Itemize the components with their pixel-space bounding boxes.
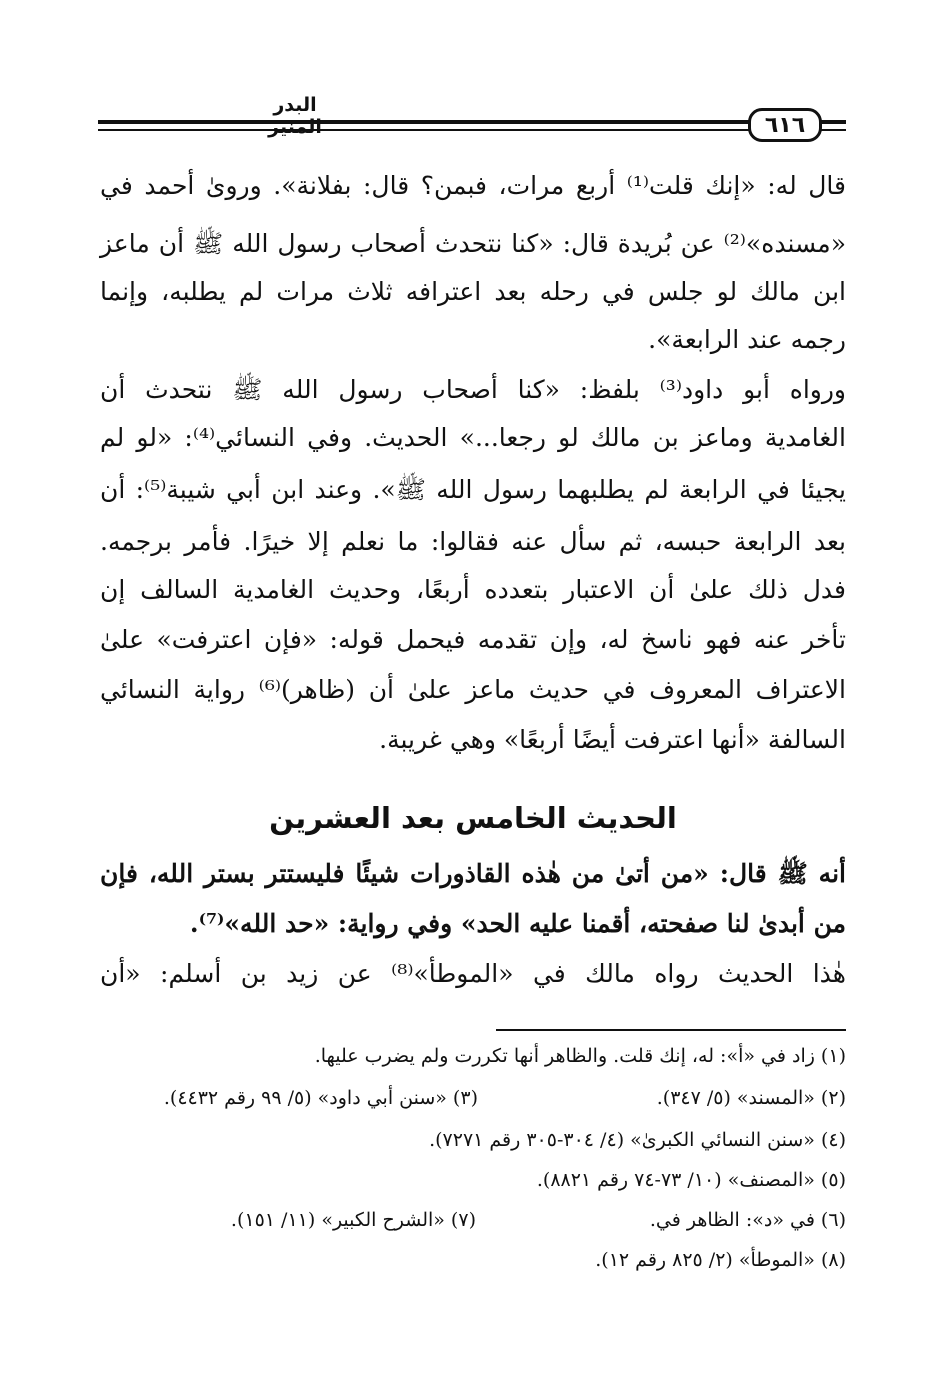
body-line: الاعتراف المعروف في حديث ماعز علىٰ أن (ظاهر)⁽⁶⁾ رواية النسائي	[100, 675, 847, 704]
body-line: الغامدية وماعز بن مالك لو رجعا...» الحديث. وفي النسائي⁽⁴⁾: «لو لم	[100, 423, 846, 452]
footnote: (٨) «الموطأ» (٢/ ٨٢٥ رقم ١٢).	[595, 1249, 846, 1271]
footnote-separator	[496, 1029, 846, 1031]
footnote: (٢) «المسند» (٥/ ٣٤٧).	[656, 1087, 846, 1109]
body-line: فدل ذلك علىٰ أن الاعتبار بتعدده أربعًا، وحديث الغامدية السالف إن	[100, 575, 846, 604]
body-line: تأخر عنه فهو ناسخ له، وإن تقدمه فيحمل قوله: «فإن اعترفت» علىٰ	[100, 625, 846, 654]
body-line: هٰذا الحديث رواه مالك في «الموطأ»⁽⁸⁾ عن زيد بن أسلم: «أن	[100, 959, 846, 988]
footnote: (٤) «سنن النسائي الكبرىٰ» (٤/ ٣٠٤-٣٠٥ رقم ٧٢٧١).	[429, 1129, 846, 1151]
header-rule-thin	[98, 129, 846, 131]
hadith-line: أنه ﷺ قال: «من أتىٰ من هٰذه القاذورات شيئًا فليستتر بستر الله، فإن	[100, 859, 846, 888]
footnote: (٧) «الشرح الكبير» (١١/ ١٥١).	[230, 1209, 476, 1231]
body-line: ابن مالك لو جلس في رحله بعد اعترافه ثلاث مرات لم يطلبه، وإنما	[100, 277, 846, 306]
body-line: ورواه أبو داود⁽³⁾ بلفظ: «كنا أصحاب رسول الله ﷺ نتحدث أن	[100, 375, 846, 404]
footnote: (٥) «المصنف» (١٠/ ٧٣-٧٤ رقم ٨٨٢١).	[536, 1169, 846, 1191]
header-rule-thick	[98, 120, 846, 124]
hadith-line: من أبدىٰ لنا صفحته، أقمنا عليه الحد» وفي رواية: «حد الله»⁽⁷⁾.	[189, 909, 846, 938]
body-line: بعد الرابعة حبسه، ثم سأل عنه فقالوا: ما نعلم إلا خيرًا. فأمر برجمه.	[100, 527, 846, 556]
section-heading: الحديث الخامس بعد العشرين	[269, 801, 677, 835]
page-number-badge	[748, 108, 822, 142]
body-line: «مسنده»⁽²⁾ عن بُريدة قال: «كنا نتحدث أصحاب رسول الله ﷺ أن ماعز	[100, 229, 846, 258]
body-line: السالفة «أنها اعترفت أيضًا أربعًا» وهي غريبة.	[379, 725, 846, 754]
book-title: البدر المنير	[268, 94, 322, 138]
body-line: يجيئا في الرابعة لم يطلبهما رسول الله ﷺ». وعند ابن أبي شيبة⁽⁵⁾: أن	[100, 475, 846, 504]
body-line: رجمه عند الرابعة».	[648, 325, 846, 354]
body-line: قال له: «إنك قلت⁽¹⁾ أربع مرات، فبمن؟ قال: بفلانة». وروىٰ أحمد في	[100, 171, 847, 200]
footnote: (١) زاد في «أ»: له، إنك قلت. والظاهر أنها تكررت ولم يضرب عليها.	[314, 1045, 846, 1067]
footnote: (٣) «سنن أبي داود» (٥/ ٩٩ رقم ٤٤٣٢).	[163, 1087, 478, 1109]
footnote: (٦) في «د»: الظاهر في.	[649, 1209, 846, 1231]
page-number: ٦١٦	[764, 112, 806, 138]
